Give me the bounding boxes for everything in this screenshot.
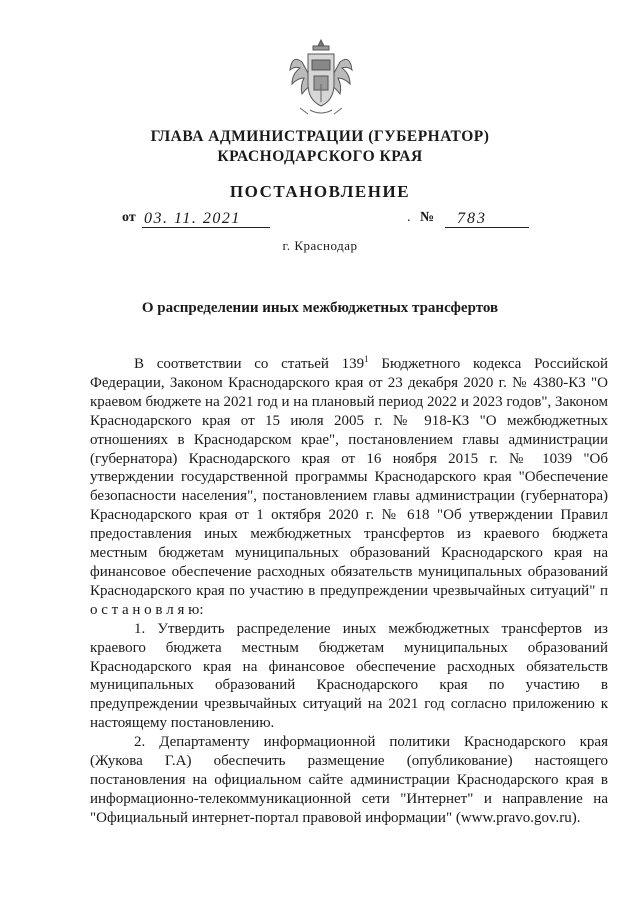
- separator-dot: .: [407, 210, 411, 225]
- number-label: №: [420, 210, 435, 225]
- document-body: [90, 355, 608, 828]
- document-type: ПОСТАНОВЛЕНИЕ: [229, 182, 411, 201]
- item-1-paragraph: 1. Утвердить распределение иных межбюджетных трансфертов из краевого бюджета местным бюджетам муниципальных образований Краснодарского края на финансовое обеспечение расходных обязательств муниципальных образований Краснодарского края по участию в предупреждении чрезвычайных ситуаций на 2021 год согласно приложению к настоящему постановлению.: [90, 620, 608, 732]
- preamble-start: В соответствии со статьей 139: [134, 356, 365, 372]
- document-title: О распределении иных межбюджетных трансфертов: [141, 300, 499, 316]
- city-name: г. Краснодар: [282, 238, 358, 253]
- authority-title: ГЛАВА АДМИНИСТРАЦИИ (ГУБЕРНАТОР): [150, 128, 490, 145]
- article-superscript: 1: [364, 354, 369, 364]
- region-title: КРАСНОДАРСКОГО КРАЯ: [217, 148, 423, 165]
- coat-of-arms-emblem: [288, 38, 354, 118]
- document-number: 783: [445, 210, 529, 228]
- preamble-rest: Бюджетного кодекса Российской Федерации, Законом Краснодарского края от 23 декабря 2020 г. № 4380-КЗ "О краевом бюджете на 2021 год и на плановый период 2022 и 2023 годов", Законом Краснодарского края от 15 июля 2005 г. № 918-КЗ "О межбюджетных отношениях в Краснодарском крае", постановлением главы администрации (губернатора) Краснодарского края от 16 ноября 2015 г. № 1039 "Об утверждении государственной программы Краснодарского края "Обеспечение безопасности населения", постановлением главы администрации (губернатора) Краснодарского края от 1 октября 2020 г. № 618 "Об утверждении Правил предоставления иных межбюджетных трансфертов из краевого бюджета местным бюджетам муниципальных образований Краснодарского края на финансовое обеспечение расходных обязательств муниципальных образований Краснодарского края по участию в предупреждении чрезвычайных ситуаций" п о с т а н о в л я ю:: [90, 356, 608, 618]
- document-date: 03. 11. 2021: [142, 210, 270, 228]
- date-label: от: [122, 210, 136, 225]
- preamble-paragraph: [90, 355, 608, 620]
- item-2-paragraph: 2. Департаменту информационной политики Краснодарского края (Жукова Г.А) обеспечить размещение (опубликование) настоящего постановления на официальном сайте администрации Краснодарского края в информационно-телекоммуникационной сети "Интернет" и направление на "Официальный интернет-портал правовой информации" (www.pravo.gov.ru).: [90, 734, 608, 826]
